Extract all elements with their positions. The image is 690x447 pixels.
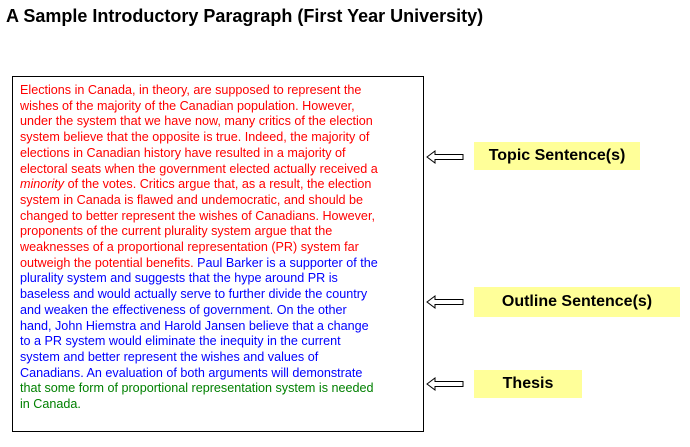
paragraph-line [20,350,318,366]
paragraph-segment-red: electoral seats when the government elected actually received a [20,161,378,176]
paragraph-line [20,397,81,413]
paragraph-line [20,193,363,209]
paragraph-segment-blue: Paul Barker is a supporter of the [193,255,378,270]
paragraph-line [20,303,347,319]
paragraph-line [20,162,378,178]
paragraph-line [20,146,346,162]
paragraph-segment-blue: and weaken the effectiveness of government. On the other [20,302,347,317]
paragraph-segment-red: under the system that we have now, many critics of the election [20,114,373,129]
paragraph-segment-green: that some form of proportional representation system is needed [20,381,374,396]
paragraph-segment-blue: hand, John Hiemstra and Harold Jansen believe that a change [20,318,369,333]
paragraph-line [20,83,361,99]
paragraph-segment-red: of the votes. Critics argue that, as a result, the election [64,177,372,192]
outline-sentence-label: Outline Sentence(s) [474,287,680,317]
topic-sentence-label: Topic Sentence(s) [474,142,640,170]
paragraph-segment-red: elections in Canadian history have resulted in a majority of [20,145,346,160]
thesis-arrow-icon [426,377,464,391]
paragraph-line [20,366,362,382]
paragraph-box [12,76,424,432]
paragraph-segment-red: changed to better represent the wishes of Canadians. However, [20,208,375,223]
paragraph-line [20,256,378,272]
paragraph-segment-red: proponents of the current plurality system argue that the [20,224,333,239]
topic-arrow-icon [426,150,464,164]
outline-arrow-icon [426,295,464,309]
paragraph-line [20,224,332,240]
paragraph-line [20,114,373,130]
thesis-label: Thesis [474,370,582,398]
paragraph-line [20,130,369,146]
paragraph-segment-red: Elections in Canada, in theory, are supposed to represent the [20,83,362,97]
page-title: A Sample Introductory Paragraph (First Year University) [6,6,484,26]
paragraph-line [20,334,341,350]
paragraph-line [20,381,374,397]
paragraph-line [20,209,375,225]
paragraph-segment-red: outweigh the potential benefits. [20,255,194,270]
paragraph-line [20,240,359,256]
paragraph-segment-green: in Canada. [20,397,81,411]
paragraph-line [20,99,355,115]
paragraph-segment-blue: to a PR system would eliminate the inequity in the current [20,334,341,349]
paragraph-line [20,271,338,287]
paragraph-segment-red: weaknesses of a proportional representation (PR) system far [20,240,359,254]
paragraph-segment-red: system believe that the opposite is true. Indeed, the majority of [20,130,370,145]
paragraph-segment-red: wishes of the majority of the Canadian population. However, [20,98,355,113]
paragraph-segment-red: minority [20,177,65,192]
paragraph-segment-blue: baseless and would actually serve to further divide the country [20,287,368,302]
paragraph-line [20,177,371,193]
paragraph-segment-blue: system and better represent the wishes and values of [20,349,319,364]
paragraph-line [20,319,369,335]
paragraph-segment-red: system in Canada is flawed and undemocratic, and should be [20,192,364,207]
paragraph-segment-blue: plurality system and suggests that the hype around PR is [20,271,338,286]
paragraph-line [20,287,367,303]
paragraph-segment-blue: Canadians. An evaluation of both arguments will demonstrate [20,365,363,380]
